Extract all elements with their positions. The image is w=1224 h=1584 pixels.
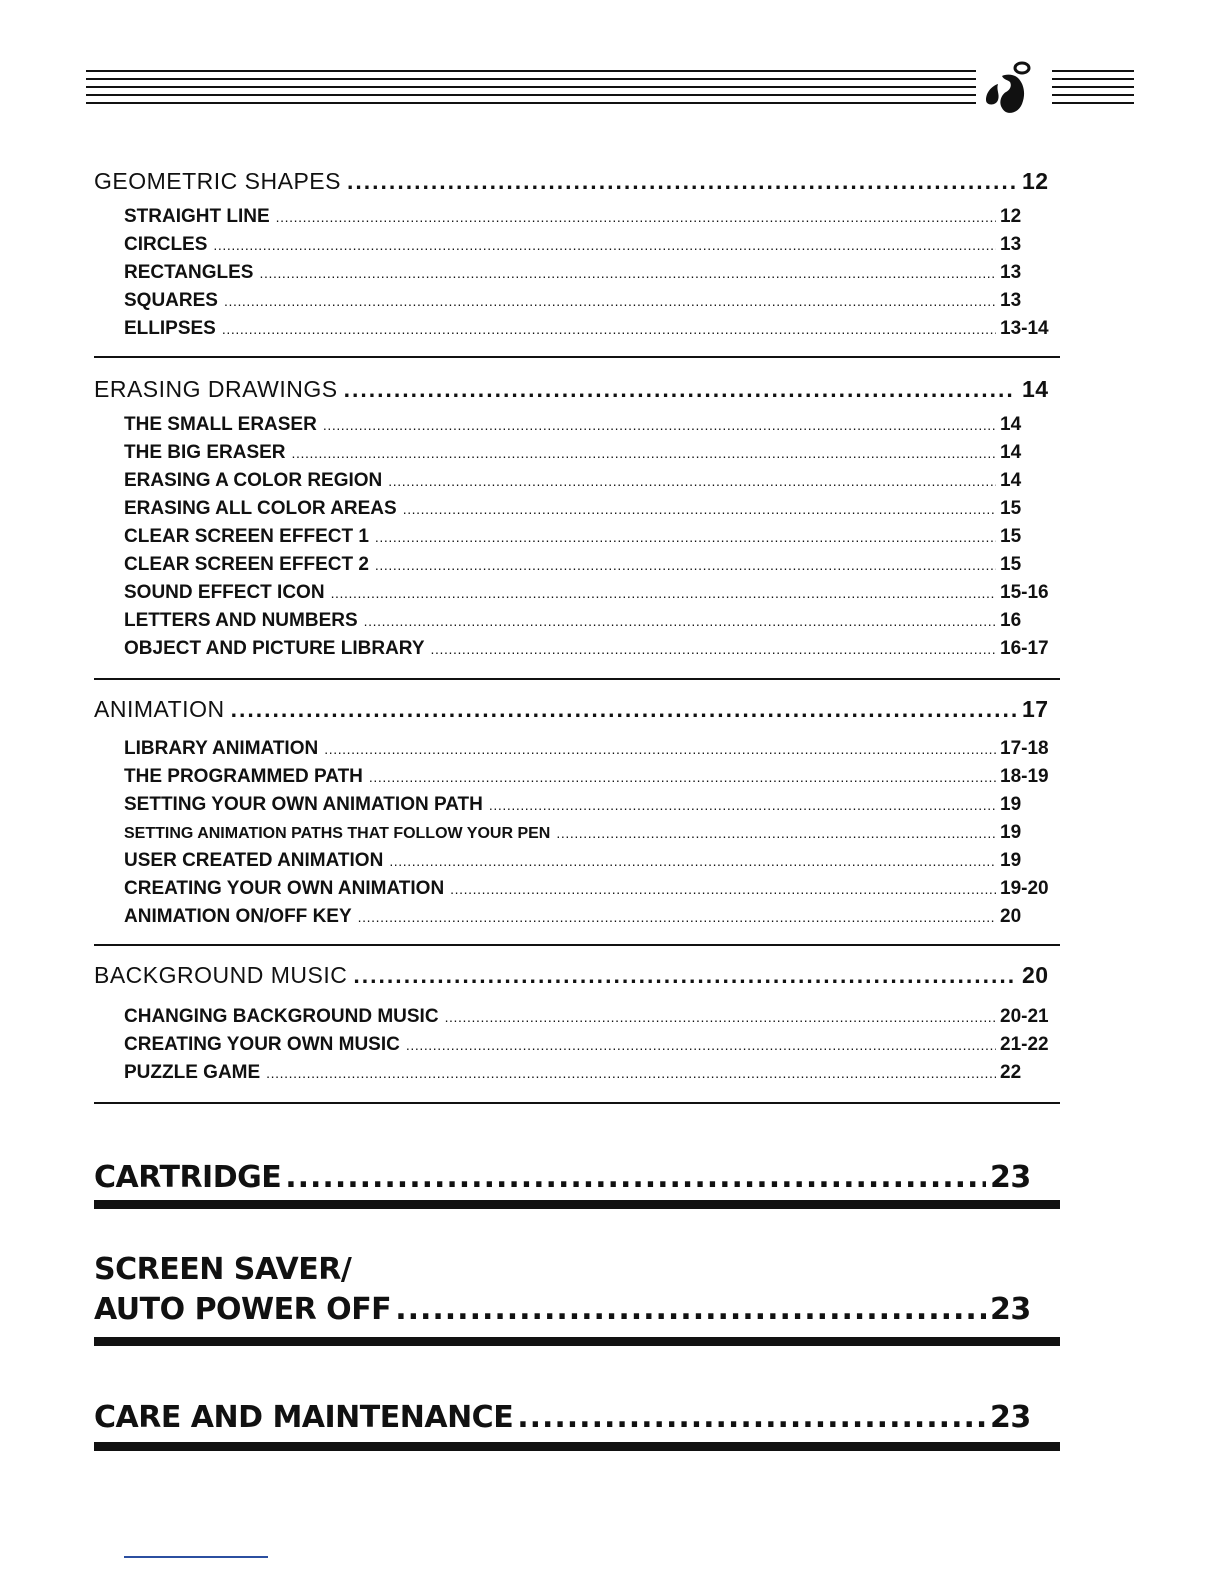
major-label: CARE AND MAINTENANCE [94,1400,514,1435]
toc-entry [124,1062,1060,1090]
dot-leader [222,321,996,337]
section-page: 17 [1022,696,1049,722]
entry-page: 15 [1000,498,1022,519]
entry-label: CREATING YOUR OWN MUSIC [124,1034,400,1055]
entry-page: 14 [1000,442,1022,463]
entry-page: 12 [1000,206,1022,227]
toc-entry [124,850,1060,878]
dot-leader [375,557,996,573]
entry-page: 13-14 [1000,318,1049,339]
dot-leader [324,741,996,757]
toc-section-geometric-shapes [94,168,1060,346]
entry-label: THE PROGRAMMED PATH [124,766,363,787]
section-divider [94,1102,1060,1104]
dot-leader [375,529,996,545]
toc-major-care-maintenance [94,1400,1060,1440]
dot-leader [445,1009,996,1025]
dot-leader [403,501,996,517]
header-rules-left [86,70,976,106]
dot-leader [517,1400,986,1435]
dot-leader [276,209,996,225]
entry-page: 22 [1000,1062,1022,1083]
entry-label: LIBRARY ANIMATION [124,738,319,759]
entry-page: 16-17 [1000,638,1049,659]
toc-entry [124,234,1060,262]
dot-leader [389,853,996,869]
dot-leader [450,881,996,897]
section-heading [94,962,1060,992]
dot-leader [347,168,1016,195]
entry-page: 16 [1000,610,1022,631]
toc-entry [124,206,1060,234]
dot-leader [556,825,996,841]
entry-label: SQUARES [124,290,218,311]
entry-label: CHANGING BACKGROUND MUSIC [124,1006,439,1027]
toc-entry [124,414,1060,442]
section-page: 20 [1022,962,1049,988]
toc-entry [124,262,1060,290]
dot-leader [285,1160,986,1195]
entry-label: STRAIGHT LINE [124,206,270,227]
toc-entry [124,498,1060,526]
toc-entry [124,794,1060,822]
major-page: 23 [990,1400,1031,1435]
section-title: ANIMATION [94,696,225,722]
section-divider [94,678,1060,680]
section-page: 14 [1022,376,1049,402]
entry-label: OBJECT AND PICTURE LIBRARY [124,638,425,659]
dot-leader [231,696,1016,723]
entry-label: SETTING ANIMATION PATHS THAT FOLLOW YOUR PEN [124,825,551,842]
toc-major-screen-saver [94,1252,1060,1332]
brand-logo-icon [980,58,1040,118]
dot-leader [353,962,1016,989]
entry-label: ERASING ALL COLOR AREAS [124,498,397,519]
entry-page: 17-18 [1000,738,1049,759]
entry-page: 21-22 [1000,1034,1049,1055]
entry-label: SOUND EFFECT ICON [124,582,325,603]
dot-leader [331,585,996,601]
entry-page: 13 [1000,290,1022,311]
entry-label: ERASING A COLOR REGION [124,470,383,491]
entry-label: CLEAR SCREEN EFFECT 1 [124,526,369,547]
section-heading [94,376,1060,406]
toc-entry [124,290,1060,318]
toc-entry [124,582,1060,610]
dot-leader [388,473,996,489]
entry-page: 15 [1000,526,1022,547]
entry-page: 20 [1000,906,1022,927]
dot-leader [224,293,996,309]
toc-entry [124,554,1060,582]
dot-leader [406,1037,996,1053]
entry-label: RECTANGLES [124,262,254,283]
entry-label: LETTERS AND NUMBERS [124,610,358,631]
dot-leader [292,445,996,461]
entry-page: 19 [1000,850,1022,871]
dot-leader [266,1065,996,1081]
major-label: AUTO POWER OFF [94,1292,392,1327]
section-heading [94,168,1060,198]
entry-label: PUZZLE GAME [124,1062,261,1083]
section-title: BACKGROUND MUSIC [94,962,348,988]
toc-section-background-music [94,962,1060,1090]
entry-page: 14 [1000,470,1022,491]
entry-label: THE SMALL ERASER [124,414,317,435]
entry-page: 15 [1000,554,1022,575]
dot-leader [364,613,996,629]
section-heading [94,696,1060,726]
section-divider [94,356,1060,358]
toc-entry [124,610,1060,638]
thick-divider [94,1337,1060,1346]
toc-entry [124,1034,1060,1062]
entry-page: 19 [1000,794,1022,815]
entry-page: 15-16 [1000,582,1049,603]
entry-label: ANIMATION ON/OFF KEY [124,906,352,927]
thick-divider [94,1200,1060,1209]
toc-entry [124,878,1060,906]
entry-label: CIRCLES [124,234,208,255]
entry-label: SETTING YOUR OWN ANIMATION PATH [124,794,483,815]
dot-leader [323,417,996,433]
entry-page: 19-20 [1000,878,1049,899]
section-page: 12 [1022,168,1049,194]
toc-entry [124,738,1060,766]
section-divider [94,944,1060,946]
dot-leader [369,769,996,785]
entry-page: 14 [1000,414,1022,435]
dot-leader [358,909,996,925]
entry-label: CLEAR SCREEN EFFECT 2 [124,554,369,575]
entry-label: USER CREATED ANIMATION [124,850,384,871]
section-title: GEOMETRIC SHAPES [94,168,341,194]
header-rules-right [1052,70,1134,106]
entry-page: 19 [1000,822,1022,843]
entry-label: CREATING YOUR OWN ANIMATION [124,878,445,899]
footer-line [124,1556,268,1558]
toc-entry [124,442,1060,470]
entry-page: 20-21 [1000,1006,1049,1027]
dot-leader [344,376,1016,403]
entry-label: ELLIPSES [124,318,216,339]
major-label-line1: SCREEN SAVER/ [94,1252,352,1287]
entry-page: 18-19 [1000,766,1049,787]
section-title: ERASING DRAWINGS [94,376,338,402]
dot-leader [489,797,996,813]
toc-section-animation [94,696,1060,934]
toc-major-cartridge [94,1160,1060,1200]
toc-entry [124,1006,1060,1034]
dot-leader [259,265,996,281]
toc-entry [124,766,1060,794]
major-label: CARTRIDGE [94,1160,282,1195]
major-page: 23 [990,1292,1031,1327]
toc-entry [124,526,1060,554]
thick-divider [94,1442,1060,1451]
toc-entry [124,638,1060,666]
toc-entry [124,318,1060,346]
dot-leader [213,237,996,253]
toc-entry [124,906,1060,934]
toc-entry [124,470,1060,498]
dot-leader [431,641,997,657]
major-page: 23 [990,1160,1031,1195]
toc-entry [124,822,1060,850]
dot-leader [395,1292,986,1327]
toc-section-erasing-drawings [94,376,1060,666]
entry-page: 13 [1000,234,1022,255]
entry-page: 13 [1000,262,1022,283]
entry-label: THE BIG ERASER [124,442,286,463]
